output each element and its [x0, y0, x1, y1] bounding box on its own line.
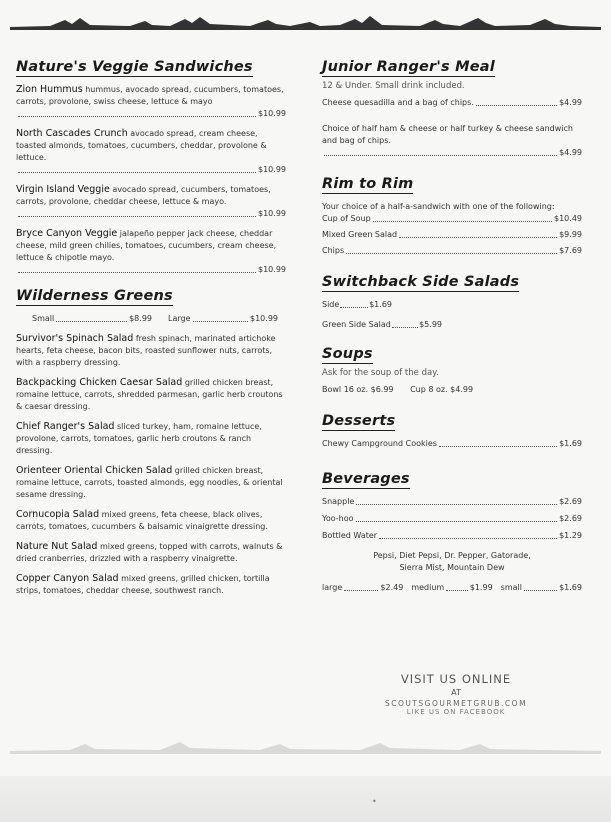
item-label: Bottled Water	[322, 531, 378, 540]
beverages-heading: Beverages	[322, 471, 410, 487]
large-label: Large	[168, 314, 191, 323]
veggie-heading: Nature's Veggie Sandwiches	[16, 59, 253, 75]
mountain-border-top	[10, 14, 601, 30]
item-desc: Choice of half ham & cheese or half turkey & cheese sandwich and bag of chips.	[322, 124, 573, 145]
item-desc: avocado spread, cucumbers, tomatoes, carrots, provolone, cheddar cheese, lettuce & mayo.	[16, 185, 271, 206]
item-name: Nature Nut Salad	[16, 541, 98, 552]
rim-item-soup	[322, 213, 582, 225]
item-name: Orienteer Oriental Chicken Salad	[16, 465, 173, 476]
menu-item-virgin-island	[16, 184, 286, 220]
item-label: Mixed Green Salad	[322, 230, 398, 239]
left-column	[16, 56, 286, 605]
item-desc: fresh spinach, marinated artichoke hearts, feta cheese, bacon bits, roasted sunflower nuts, carrots, with a raspberry dressing.	[16, 334, 276, 367]
medium-label: medium	[411, 583, 445, 592]
menu-item-bryce-canyon	[16, 228, 286, 276]
right-column	[322, 56, 582, 594]
item-label: Chewy Campground Cookies	[322, 439, 437, 448]
item-name: North Cascades Crunch	[16, 128, 128, 139]
item-desc: hummus, avocado spread, cucumbers, tomatoes, carrots, provolone, swiss cheese, lettuce & mayo	[16, 85, 284, 106]
item-name: Survivor's Spinach Salad	[16, 333, 134, 344]
greens-size-prices	[16, 313, 286, 325]
menu-item-copper-canyon	[16, 573, 286, 597]
menu-item-backpacking-caesar	[16, 377, 286, 413]
bowl-label: Bowl 16 oz.	[322, 385, 369, 394]
item-desc: mixed greens, grilled chicken, tortilla strips, tomatoes, cheddar cheese, southwest ranch.	[16, 574, 270, 595]
medium-price: $1.99	[469, 583, 493, 592]
large-price: $10.99	[250, 314, 278, 323]
beverage-item-water	[322, 530, 582, 542]
item-desc: grilled chicken breast, romaine lettuce, carrots, toasted almonds, egg noodles, & oriental sesame dressing.	[16, 466, 283, 499]
item-price: $9.99	[559, 230, 582, 239]
item-desc: grilled chicken breast, romaine lettuce, carrots, shredded parmesan, garlic herb croutons & caesar dressing.	[16, 378, 283, 411]
website-url[interactable]: SCOUTSGOURMETGRUB.COM	[384, 699, 528, 708]
item-desc: jalapeño pepper jack cheese, cheddar cheese, mild green chilies, tomatoes, cucumbers, cream cheese, lettuce & chipotle mayo.	[16, 229, 277, 262]
item-price: $10.99	[258, 265, 286, 274]
item-name: Virgin Island Veggie	[16, 184, 110, 195]
item-desc: mixed greens, topped with carrots, walnuts & dried cranberries, drizzled with a raspberry vinaigrette.	[16, 542, 283, 563]
item-price: $2.69	[559, 497, 582, 506]
stray-mark: •	[372, 797, 377, 806]
rim-intro: Your choice of a half-a-sandwich with one of the following:	[322, 202, 555, 211]
junior-heading: Junior Ranger's Meal	[322, 59, 495, 75]
small-price: $1.69	[559, 583, 582, 592]
item-price: $1.69	[559, 439, 582, 448]
item-price: $4.99	[559, 148, 582, 157]
beverage-item-snapple	[322, 496, 582, 508]
greens-heading: Wilderness Greens	[16, 288, 173, 304]
website-promo	[356, 672, 556, 716]
item-label: Snapple	[322, 497, 355, 506]
large-price: $2.49	[380, 583, 404, 592]
soda-list: Pepsi, Diet Pepsi, Dr. Pepper, Gatorade, Sierra Mist, Mountain Dew	[373, 551, 531, 572]
item-price: $10.99	[258, 109, 286, 118]
at-text: AT	[451, 688, 461, 697]
bowl-price: $6.99	[370, 385, 394, 394]
cup-label: Cup 8 oz.	[410, 385, 448, 394]
item-label: Yoo-hoo	[322, 514, 354, 523]
item-label: Cup of Soup	[322, 214, 371, 223]
side-item-side	[322, 299, 392, 311]
item-price: $7.69	[559, 246, 582, 255]
rim-item-chips	[322, 245, 582, 257]
desserts-heading: Desserts	[322, 413, 396, 429]
item-desc: Cheese quesadilla and a bag of chips.	[322, 98, 474, 107]
item-name: Chief Ranger's Salad	[16, 421, 115, 432]
soups-heading: Soups	[322, 346, 373, 362]
mountain-border-bottom	[10, 738, 601, 754]
side-item-green	[322, 319, 442, 331]
menu-item-zion	[16, 84, 286, 120]
menu-item-north-cascades	[16, 128, 286, 176]
soups-sizes	[322, 384, 582, 396]
item-price: $1.29	[559, 531, 582, 540]
item-desc: avocado spread, cream cheese, toasted almonds, tomatoes, cucumbers, cheddar, provolone & lettuce.	[16, 129, 267, 162]
junior-item-half-sandwich	[322, 123, 582, 159]
soda-sizes	[322, 582, 582, 594]
item-name: Backpacking Chicken Caesar Salad	[16, 377, 183, 388]
menu-item-cornucopia	[16, 509, 286, 533]
item-price: $2.69	[559, 514, 582, 523]
item-name: Copper Canyon Salad	[16, 573, 119, 584]
small-label: Small	[32, 314, 55, 323]
item-price: $10.99	[258, 165, 286, 174]
item-name: Cornucopia Salad	[16, 509, 100, 520]
cup-price: $4.99	[450, 385, 474, 394]
facebook-text: LIKE US ON FACEBOOK	[406, 708, 506, 716]
item-price: $1.69	[369, 300, 392, 309]
item-desc: sliced turkey, ham, romaine lettuce, provolone, carrots, tomatoes, garlic herb croutons & ranch dressing.	[16, 422, 262, 455]
beverage-item-yoohoo	[322, 513, 582, 525]
page-bottom-edge	[0, 776, 611, 822]
rim-heading: Rim to Rim	[322, 176, 414, 192]
menu-item-survivors-spinach	[16, 333, 286, 369]
small-label: small	[500, 583, 522, 592]
junior-item-quesadilla	[322, 97, 582, 109]
visit-online-text: VISIT US ONLINE	[400, 672, 512, 686]
menu-item-orienteer-oriental	[16, 465, 286, 501]
menu-item-chief-ranger	[16, 421, 286, 457]
dessert-item-cookies	[322, 438, 582, 450]
soups-subtitle: Ask for the soup of the day.	[322, 368, 439, 378]
item-name: Bryce Canyon Veggie	[16, 228, 118, 239]
side-salads-heading: Switchback Side Salads	[322, 274, 520, 290]
item-price: $10.49	[554, 214, 582, 223]
large-label: large	[322, 583, 343, 592]
small-price: $8.99	[129, 314, 152, 323]
item-desc: mixed greens, feta cheese, black olives, carrots, tomatoes, cucumbers & balsamic vinaigrette dressing.	[16, 510, 268, 531]
item-price: $5.99	[419, 320, 442, 329]
item-name: Zion Hummus	[16, 84, 83, 95]
item-label: Side	[322, 300, 340, 309]
item-label: Chips	[322, 246, 345, 255]
menu-item-nature-nut	[16, 541, 286, 565]
item-price: $10.99	[258, 209, 286, 218]
item-label: Green Side Salad	[322, 320, 391, 329]
junior-subtitle: 12 & Under. Small drink included.	[322, 81, 465, 91]
item-price: $4.99	[559, 98, 582, 107]
rim-item-salad	[322, 229, 582, 241]
